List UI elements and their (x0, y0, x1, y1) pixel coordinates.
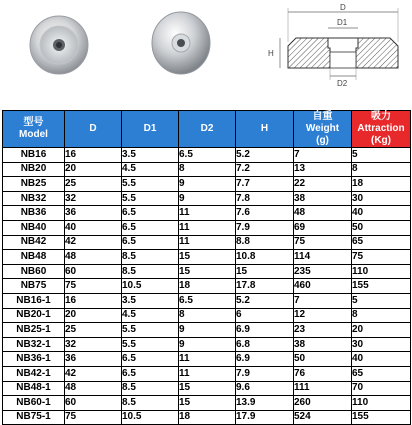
value-cell: 12 (294, 308, 352, 323)
value-cell: 48 (65, 250, 122, 265)
value-cell: 11 (179, 352, 236, 367)
table-row (3, 293, 411, 308)
value-cell: 110 (352, 264, 411, 279)
value-cell: 40 (65, 220, 122, 235)
value-cell: 15 (179, 381, 236, 396)
value-cell: 75 (65, 410, 122, 425)
table-row (3, 177, 411, 192)
value-cell: 10.5 (122, 279, 179, 294)
value-cell: 7.7 (236, 177, 294, 192)
value-cell: 8.5 (122, 250, 179, 265)
value-cell: 7.9 (236, 220, 294, 235)
value-cell: 50 (294, 352, 352, 367)
value-cell: 6.9 (236, 323, 294, 338)
value-cell: 7 (294, 293, 352, 308)
value-cell: 18 (352, 177, 411, 192)
value-cell: 6 (236, 308, 294, 323)
header-weight: 自重 Weight (g) (294, 111, 352, 148)
value-cell: 8 (179, 308, 236, 323)
value-cell: 25 (65, 323, 122, 338)
model-cell: NB16-1 (3, 293, 65, 308)
value-cell: 6.9 (236, 352, 294, 367)
header-attraction: 吸力 Attraction (Kg) (352, 111, 411, 148)
dimension-drawing (258, 2, 404, 88)
value-cell: 5 (352, 148, 411, 163)
value-cell: 8 (352, 308, 411, 323)
value-cell: 4.5 (122, 162, 179, 177)
value-cell: 6.5 (122, 366, 179, 381)
table-row (3, 323, 411, 338)
value-cell: 17.8 (236, 279, 294, 294)
model-cell: NB75-1 (3, 410, 65, 425)
model-cell: NB32 (3, 191, 65, 206)
value-cell: 42 (65, 366, 122, 381)
value-cell: 50 (352, 220, 411, 235)
value-cell: 6.5 (179, 148, 236, 163)
value-cell: 60 (65, 264, 122, 279)
value-cell: 48 (294, 206, 352, 221)
label-d2: D2 (337, 79, 348, 88)
value-cell: 5.5 (122, 191, 179, 206)
table-row (3, 279, 411, 294)
value-cell: 11 (179, 220, 236, 235)
table-row (3, 206, 411, 221)
value-cell: 30 (352, 191, 411, 206)
value-cell: 7.9 (236, 366, 294, 381)
model-cell: NB40 (3, 220, 65, 235)
value-cell: 8 (352, 162, 411, 177)
magnet-side-photo (28, 14, 90, 76)
value-cell: 9 (179, 337, 236, 352)
value-cell: 5.2 (236, 148, 294, 163)
value-cell: 8.5 (122, 396, 179, 411)
value-cell: 7.2 (236, 162, 294, 177)
value-cell: 75 (65, 279, 122, 294)
table-row (3, 352, 411, 367)
label-d1: D1 (337, 18, 348, 27)
value-cell: 23 (294, 323, 352, 338)
value-cell: 48 (65, 381, 122, 396)
value-cell: 25 (65, 177, 122, 192)
table-row (3, 191, 411, 206)
table-row (3, 148, 411, 163)
value-cell: 10.5 (122, 410, 179, 425)
label-d: D (340, 3, 346, 12)
model-cell: NB75 (3, 279, 65, 294)
value-cell: 20 (352, 323, 411, 338)
value-cell: 8 (179, 162, 236, 177)
value-cell: 32 (65, 337, 122, 352)
value-cell: 13.9 (236, 396, 294, 411)
value-cell: 9.6 (236, 381, 294, 396)
value-cell: 75 (294, 235, 352, 250)
value-cell: 30 (352, 337, 411, 352)
value-cell: 38 (294, 337, 352, 352)
value-cell: 15 (179, 250, 236, 265)
value-cell: 16 (65, 148, 122, 163)
value-cell: 114 (294, 250, 352, 265)
value-cell: 36 (65, 206, 122, 221)
value-cell: 6.8 (236, 337, 294, 352)
table-row (3, 220, 411, 235)
value-cell: 20 (65, 308, 122, 323)
model-cell: NB48-1 (3, 381, 65, 396)
model-cell: NB16 (3, 148, 65, 163)
value-cell: 15 (236, 264, 294, 279)
value-cell: 22 (294, 177, 352, 192)
value-cell: 5.5 (122, 337, 179, 352)
table-row (3, 308, 411, 323)
value-cell: 10.8 (236, 250, 294, 265)
value-cell: 155 (352, 410, 411, 425)
model-cell: NB20-1 (3, 308, 65, 323)
value-cell: 60 (65, 396, 122, 411)
table-row (3, 396, 411, 411)
header-model: 型号 Model (3, 111, 65, 148)
value-cell: 16 (65, 293, 122, 308)
model-cell: NB25-1 (3, 323, 65, 338)
table-row (3, 381, 411, 396)
value-cell: 460 (294, 279, 352, 294)
value-cell: 4.5 (122, 308, 179, 323)
model-cell: NB36 (3, 206, 65, 221)
value-cell: 524 (294, 410, 352, 425)
header-d1: D1 (122, 111, 179, 148)
value-cell: 36 (65, 352, 122, 367)
value-cell: 65 (352, 235, 411, 250)
value-cell: 18 (179, 410, 236, 425)
value-cell: 65 (352, 366, 411, 381)
value-cell: 42 (65, 235, 122, 250)
value-cell: 8.5 (122, 381, 179, 396)
value-cell: 75 (352, 250, 411, 265)
value-cell: 7 (294, 148, 352, 163)
value-cell: 8.5 (122, 264, 179, 279)
value-cell: 7.6 (236, 206, 294, 221)
model-cell: NB60-1 (3, 396, 65, 411)
header-d: D (65, 111, 122, 148)
value-cell: 38 (294, 191, 352, 206)
table-row (3, 366, 411, 381)
table-row (3, 162, 411, 177)
value-cell: 9 (179, 191, 236, 206)
header-h: H (236, 111, 294, 148)
value-cell: 6.5 (122, 220, 179, 235)
model-cell: NB48 (3, 250, 65, 265)
value-cell: 11 (179, 235, 236, 250)
model-cell: NB20 (3, 162, 65, 177)
value-cell: 5 (352, 293, 411, 308)
model-cell: NB25 (3, 177, 65, 192)
value-cell: 6.5 (122, 352, 179, 367)
value-cell: 111 (294, 381, 352, 396)
table-header-row (3, 111, 411, 148)
table-row (3, 410, 411, 425)
value-cell: 5.5 (122, 323, 179, 338)
value-cell: 69 (294, 220, 352, 235)
model-cell: NB36-1 (3, 352, 65, 367)
value-cell: 5.5 (122, 177, 179, 192)
value-cell: 235 (294, 264, 352, 279)
value-cell: 15 (179, 396, 236, 411)
spec-table (2, 110, 411, 425)
value-cell: 3.5 (122, 293, 179, 308)
label-h: H (268, 49, 274, 58)
value-cell: 15 (179, 264, 236, 279)
value-cell: 110 (352, 396, 411, 411)
value-cell: 9 (179, 323, 236, 338)
model-cell: NB32-1 (3, 337, 65, 352)
value-cell: 6.5 (179, 293, 236, 308)
value-cell: 3.5 (122, 148, 179, 163)
value-cell: 40 (352, 352, 411, 367)
value-cell: 6.5 (122, 235, 179, 250)
model-cell: NB42 (3, 235, 65, 250)
value-cell: 8.8 (236, 235, 294, 250)
magnet-front-photo (150, 10, 212, 76)
value-cell: 155 (352, 279, 411, 294)
value-cell: 18 (179, 279, 236, 294)
value-cell: 20 (65, 162, 122, 177)
product-images (0, 0, 412, 108)
value-cell: 11 (179, 366, 236, 381)
model-cell: NB60 (3, 264, 65, 279)
value-cell: 9 (179, 177, 236, 192)
value-cell: 260 (294, 396, 352, 411)
value-cell: 13 (294, 162, 352, 177)
value-cell: 7.8 (236, 191, 294, 206)
value-cell: 70 (352, 381, 411, 396)
value-cell: 5.2 (236, 293, 294, 308)
value-cell: 32 (65, 191, 122, 206)
table-row (3, 337, 411, 352)
table-row (3, 264, 411, 279)
header-d2: D2 (179, 111, 236, 148)
table-row (3, 250, 411, 265)
model-cell: NB42-1 (3, 366, 65, 381)
value-cell: 76 (294, 366, 352, 381)
table-row (3, 235, 411, 250)
value-cell: 11 (179, 206, 236, 221)
value-cell: 17.9 (236, 410, 294, 425)
value-cell: 40 (352, 206, 411, 221)
value-cell: 6.5 (122, 206, 179, 221)
